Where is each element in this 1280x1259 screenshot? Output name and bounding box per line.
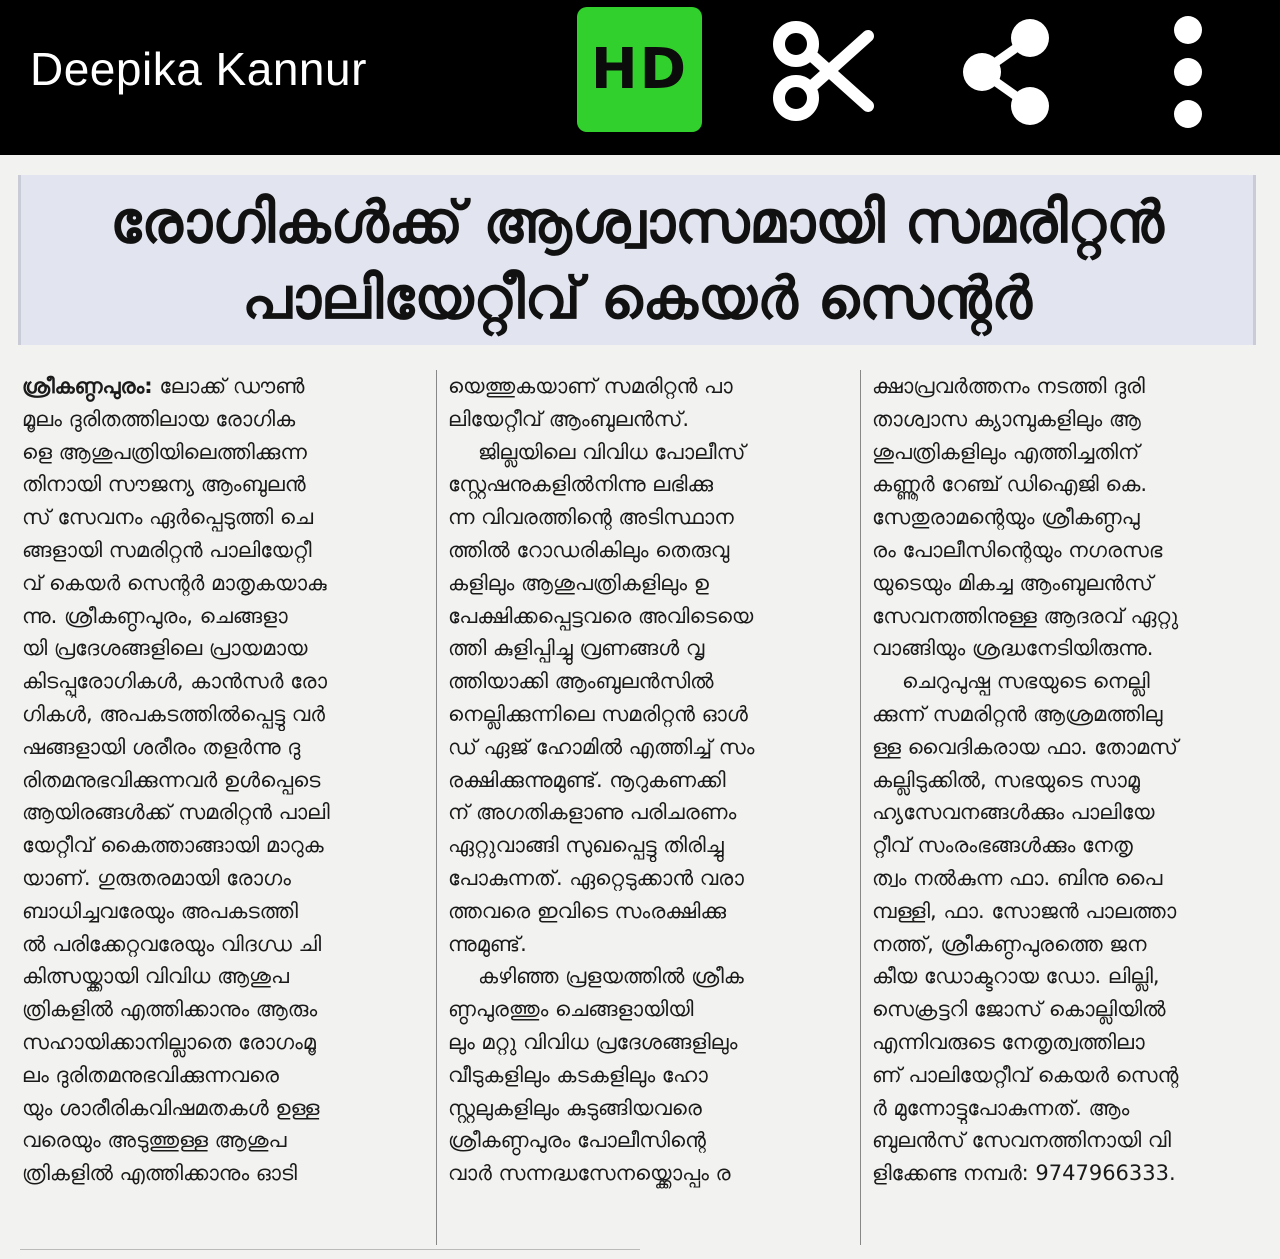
- article-line: [872, 895, 1260, 928]
- line-text: ത്തിൽ റോഡരികിലും തെരുവു: [448, 537, 730, 562]
- article-line: [872, 698, 1260, 731]
- line-text: ന്ന വിവരത്തിന്റെ അടിസ്ഥാന: [448, 505, 734, 530]
- article-line: [448, 731, 836, 764]
- article-line: [448, 1157, 836, 1190]
- line-text: തിനായി സൗജന്യ ആംബുലൻ: [22, 472, 306, 497]
- line-text: സ്റ്റേഷനുകളിൽനിന്നു ലഭിക്കു: [448, 472, 713, 497]
- line-text: വാങ്ങിയും ശ്രദ്ധനേടിയിരുന്നു.: [872, 636, 1154, 661]
- line-text: വാർ സന്നദ്ധസേനയ്ക്കൊപ്പം ര: [448, 1161, 731, 1186]
- line-text: ത്തിയാക്കി ആംബുലൻസിൽ: [448, 669, 714, 694]
- article-line: [22, 862, 410, 895]
- line-text: മൂലം ദുരിതത്തിലായ രോഗിക: [22, 406, 296, 431]
- article-line: [448, 436, 836, 469]
- article-line: [22, 567, 410, 600]
- article-line: [872, 567, 1260, 600]
- article-line: [448, 370, 836, 403]
- line-text: ത്വം നൽകുന്ന ഫാ. ബിനു പൈ: [872, 865, 1163, 890]
- article-line: [872, 1124, 1260, 1157]
- article-line: [872, 862, 1260, 895]
- line-text: ബുലൻസ് സേവനത്തിനായി വി: [872, 1128, 1171, 1153]
- line-text: ത്തി കുളിപ്പിച്ചു വ്രണങ്ങൾ വൃ: [448, 636, 705, 661]
- line-text: കീയ ഡോക്ടറായ ഡോ. ലില്ലി,: [872, 964, 1160, 989]
- line-text: പോകുന്നത്. ഏറ്റെടുക്കാൻ വരാ: [448, 865, 744, 890]
- line-text: ങ്ങളായി സമരിറ്റൻ പാലിയേറ്റീ: [22, 537, 312, 562]
- article-line: [448, 862, 836, 895]
- line-text: ജില്ലയിലെ വിവിധ പോലീസ്: [478, 439, 746, 464]
- line-text: യേറ്റീവ് കൈത്താങ്ങായി മാറുക: [22, 833, 324, 858]
- line-text: രം പോലീസിന്റെയും നഗരസഭ: [872, 537, 1163, 562]
- newspaper-clipping: [0, 155, 1280, 1259]
- line-text: ത്രികളിൽ എത്തിക്കാനും ആരും: [22, 997, 318, 1022]
- article-line: [872, 600, 1260, 633]
- article-line: [448, 829, 836, 862]
- page-edge: [0, 1245, 1280, 1259]
- line-text: ർ മുന്നോട്ടുപോകുന്നത്. ആം: [872, 1095, 1130, 1120]
- article-line: [872, 1026, 1260, 1059]
- article-line: [22, 403, 410, 436]
- line-text: സേതുരാമന്റെയും ശ്രീകണ്ഠപു: [872, 505, 1140, 530]
- article-column-3: [872, 370, 1260, 1245]
- line-text: വ് കെയർ സെന്റർ മാതൃകയാകു: [22, 570, 327, 595]
- article-line: [22, 1059, 410, 1092]
- article-line: [872, 731, 1260, 764]
- line-text: യുടെയും മികച്ച ആംബുലൻസ്: [872, 570, 1153, 595]
- line-text: യി പ്രദേശങ്ങളിലെ പ്രായമായ: [22, 636, 308, 661]
- hd-label: HD: [590, 37, 689, 102]
- line-text: താശ്വാസ ക്യാമ്പുകളിലും ആ: [872, 406, 1141, 431]
- article-line: [872, 370, 1260, 403]
- article-line: [22, 632, 410, 665]
- article-line: [22, 665, 410, 698]
- article-line: [448, 468, 836, 501]
- article-line: [872, 403, 1260, 436]
- article-line: [872, 993, 1260, 1026]
- line-text: സഹായിക്കാനില്ലാതെ രോഗംമൂ: [22, 1029, 316, 1054]
- share-icon[interactable]: [952, 10, 1062, 130]
- article-line: [448, 928, 836, 961]
- line-text: ന് അഗതികളാണു പരിചരണം: [448, 800, 737, 825]
- line-text: യാണ്. ഗുരുതരമായി രോഗം: [22, 865, 291, 890]
- article-line: [22, 1157, 410, 1190]
- line-text: ണ്ഠപുരത്തും ചെങ്ങളായിയി: [448, 997, 694, 1022]
- article-line: [448, 567, 836, 600]
- article-line: [872, 1059, 1260, 1092]
- article-line: [872, 468, 1260, 501]
- line-text: കിത്സയ്ക്കായി വിവിധ ആശുപ: [22, 964, 289, 989]
- line-text: റ്റീവ് സംരംഭങ്ങൾക്കും നേതൃ: [872, 833, 1133, 858]
- article-line: [872, 796, 1260, 829]
- line-text: നെല്ലിക്കുന്നിലെ സമരിറ്റൻ ഓൾ: [448, 701, 748, 726]
- line-text: ബാധിച്ചവരേയും അപകടത്തി: [22, 898, 298, 923]
- line-text: വരെയും അടുത്തുള്ള ആശുപ: [22, 1128, 287, 1153]
- article-line: [872, 1157, 1260, 1190]
- line-text: ലം ദുരിതമനുഭവിക്കുന്നവരെ: [22, 1062, 279, 1087]
- article-line: [448, 895, 836, 928]
- article-line: [448, 698, 836, 731]
- line-text: പേക്ഷിക്കപ്പെട്ടവരെ അവിടെയെ: [448, 603, 754, 628]
- article-line: [22, 436, 410, 469]
- line-text: ചെറുപുഷ്പ സഭയുടെ നെല്ലി: [902, 669, 1150, 694]
- line-text: എന്നിവരുടെ നേതൃത്വത്തിലാ: [872, 1029, 1145, 1054]
- line-text: ഹ്യസേവനങ്ങൾക്കും പാലിയേ: [872, 800, 1155, 825]
- line-text: ക്കുന്ന് സമരിറ്റൻ ആശ്രമത്തിലു: [872, 701, 1163, 726]
- article-line: [22, 1092, 410, 1125]
- article-line: [448, 993, 836, 1026]
- article-line: [22, 731, 410, 764]
- article-column-1: [22, 370, 410, 1245]
- line-text: സെക്രട്ടറി ജോസ് കൊല്ലിയിൽ: [872, 997, 1166, 1022]
- article-line: [22, 501, 410, 534]
- article-line: [22, 1026, 410, 1059]
- line-text: രക്ഷിക്കുന്നുമുണ്ട്. നൂറുകണക്കി: [448, 767, 726, 792]
- line-text: ള്ള വൈദികരായ ഫാ. തോമസ്: [872, 734, 1178, 759]
- line-text: ന്നു. ശ്രീകണ്ഠപുരം, ചെങ്ങളാ: [22, 603, 288, 628]
- article-line: [448, 403, 836, 436]
- column-divider: [436, 370, 437, 1245]
- line-text: ലോക്ക് ഡൗൺ: [152, 374, 305, 398]
- article-line: [448, 1124, 836, 1157]
- article-line: [22, 468, 410, 501]
- article-line: [22, 698, 410, 731]
- article-line: [448, 1092, 836, 1125]
- article-line: [448, 1059, 836, 1092]
- article-line: [22, 534, 410, 567]
- article-line: [22, 796, 410, 829]
- article-line: [872, 501, 1260, 534]
- line-text: കിടപ്പുരോഗികൾ, കാൻസർ രോ: [22, 669, 327, 694]
- line-text: ക്ഷാപ്രവർത്തനം നടത്തി ദുരി: [872, 374, 1145, 398]
- line-text: നത്ത്, ശ്രീകണ്ഠപുരത്തെ ജന: [872, 931, 1147, 956]
- line-text: ശുപത്രികളിലും എത്തിച്ചതിന്: [872, 439, 1140, 464]
- line-text: ൽ പരിക്കേറ്റവരേയും വിദഗ്ധ ചി: [22, 931, 322, 956]
- article-line: [22, 764, 410, 797]
- line-text: ത്രികളിൽ എത്തിക്കാനും ഓടി: [22, 1161, 297, 1186]
- line-text: യും ശാരീരികവിഷമതകൾ ഉള്ള: [22, 1095, 320, 1120]
- article-line: [872, 960, 1260, 993]
- line-text: ളിക്കേണ്ട നമ്പർ: 9747966333.: [872, 1161, 1176, 1186]
- article-line: [22, 600, 410, 633]
- line-text: വീടുകളിലും കടകളിലും ഹോ: [448, 1062, 708, 1087]
- bottom-rule: [20, 1249, 640, 1250]
- article-line: [448, 600, 836, 633]
- headline-line-2: പാലിയേറ്റീവ് കെയർ സെന്റർ: [242, 264, 1032, 332]
- line-text: ശ്രീകണ്ഠപുരം പോലീസിന്റെ: [448, 1128, 706, 1153]
- article-line: [22, 1124, 410, 1157]
- line-text: ലും മറ്റു വിവിധ പ്രദേശങ്ങളിലും: [448, 1029, 738, 1054]
- line-text: സ്റ്റലുകളിലും കുടുങ്ങിയവരെ: [448, 1095, 702, 1120]
- article-columns: [20, 370, 1260, 1245]
- line-text: ഡ് ഏജ് ഹോമിൽ എത്തിച്ച് സം: [448, 734, 755, 759]
- line-text: ഷങ്ങളായി ശരീരം തളർന്നു ദു: [22, 734, 301, 759]
- article-line: [872, 632, 1260, 665]
- article-column-2: [448, 370, 836, 1245]
- line-text: ആയിരങ്ങൾക്ക് സമരിറ്റൻ പാലി: [22, 800, 330, 825]
- article-line: [22, 370, 410, 403]
- article-line: [872, 764, 1260, 797]
- article-line: [872, 436, 1260, 469]
- column-divider: [860, 370, 861, 1245]
- dateline: ശ്രീകണ്ഠപുരം:: [22, 374, 153, 398]
- article-line: [22, 829, 410, 862]
- line-text: സ് സേവനം ഏർപ്പെടുത്തി ചെ: [22, 505, 314, 530]
- article-line: [872, 665, 1260, 698]
- article-line: [448, 796, 836, 829]
- line-text: ണ് പാലിയേറ്റീവ് കെയർ സെന്റ: [872, 1062, 1179, 1087]
- more-vertical-icon[interactable]: [1140, 10, 1235, 130]
- line-text: യെത്തുകയാണ് സമരിറ്റൻ പാ: [448, 374, 733, 398]
- line-text: മ്പള്ളി, ഫാ. സോജൻ പാലത്താ: [872, 898, 1177, 923]
- line-text: കളിലും ആശുപത്രികളിലും ഉ: [448, 570, 709, 595]
- line-text: ലിയേറ്റീവ് ആംബുലൻസ്.: [448, 406, 690, 431]
- scissors-icon[interactable]: [768, 10, 878, 130]
- article-line: [22, 993, 410, 1026]
- article-line: [448, 764, 836, 797]
- app-title: Deepika Kannur: [30, 43, 367, 95]
- article-line: [448, 632, 836, 665]
- article-line: [448, 1026, 836, 1059]
- line-text: ഏറ്റുവാങ്ങി സുഖപ്പെട്ടു തിരിച്ചു: [448, 833, 724, 858]
- line-text: ത്തവരെ ഇവിടെ സംരക്ഷിക്കു: [448, 898, 727, 923]
- line-text: ഗികൾ, അപകടത്തിൽപ്പെട്ടു വർ: [22, 701, 325, 726]
- article-line: [22, 895, 410, 928]
- hd-badge-icon[interactable]: [577, 7, 702, 132]
- line-text: ളെ ആശുപത്രിയിലെത്തിക്കുന്ന: [22, 439, 307, 464]
- article-line: [448, 960, 836, 993]
- line-text: കല്ലിടുക്കിൽ, സഭയുടെ സാമൂ: [872, 767, 1140, 792]
- article-line: [872, 534, 1260, 567]
- headline-box: [18, 175, 1256, 345]
- article-line: [448, 501, 836, 534]
- article-line: [448, 665, 836, 698]
- line-text: കഴിഞ്ഞ പ്രളയത്തിൽ ശ്രീക: [478, 964, 744, 989]
- article-line: [22, 960, 410, 993]
- line-text: സേവനത്തിനുള്ള ആദരവ് ഏറ്റു: [872, 603, 1179, 628]
- line-text: കണ്ണൂർ റേഞ്ച് ഡിഐജി കെ.: [872, 472, 1148, 497]
- article-line: [22, 928, 410, 961]
- article-line: [448, 534, 836, 567]
- top-app-bar: [0, 0, 1280, 155]
- line-text: ന്നുമുണ്ട്.: [448, 931, 527, 956]
- article-line: [872, 928, 1260, 961]
- article-line: [872, 829, 1260, 862]
- headline-line-1: രോഗികൾക്ക് ആശ്വാസമായി സമരിറ്റൻ: [110, 188, 1164, 256]
- line-text: രിതമനുഭവിക്കുന്നവർ ഉൾപ്പെടെ: [22, 767, 321, 792]
- article-line: [872, 1092, 1260, 1125]
